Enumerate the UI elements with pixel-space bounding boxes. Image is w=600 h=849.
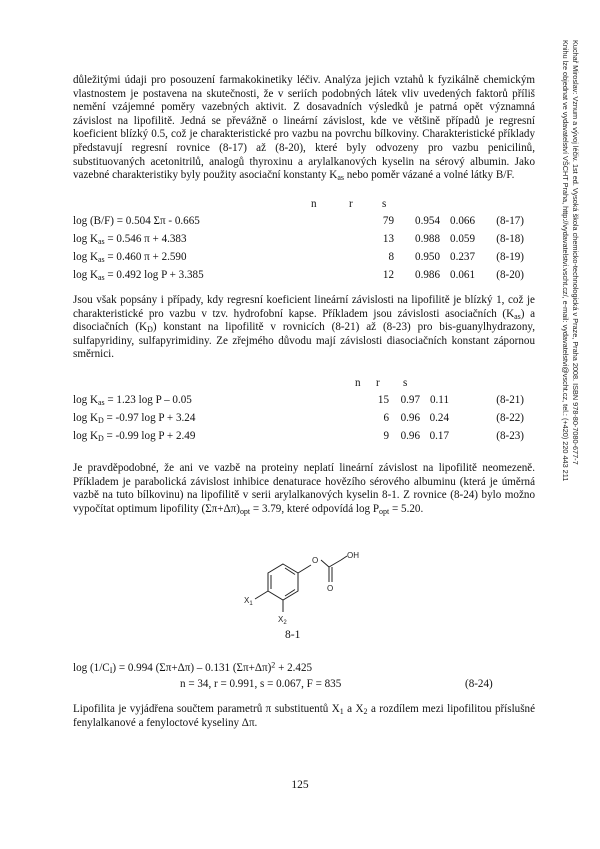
bond <box>298 565 311 573</box>
paragraph-4 <box>73 703 535 730</box>
equation-formula: $\log K_D = -0.97$ log P + 3.24 <box>73 412 196 425</box>
paragraph-text: = 3.79, které odpovídá log P <box>250 502 380 515</box>
equation-ref: (8-23) <box>496 430 524 442</box>
equation-row <box>73 394 535 408</box>
paragraph-text: ) a disociačních (K <box>73 307 535 334</box>
paragraph-text: Jsou však popsány i případy, kdy regresní koeficient lineární závislosti na lipofilitě je blízký 1, což je charakteristické pro vazbu v tzv. hydrofobní kapse. Příkladem jsou závislosti asociačních (K <box>73 294 535 320</box>
equation-formula: $\log (1/C_I) = 0.994$ (Σπ+Δπ) – 0.131 $(\Sigma\pi+\Delta\pi)^2 + 2.425$ <box>73 660 313 675</box>
equation-n: 13 <box>382 233 394 245</box>
subscript: 1 <box>339 706 344 716</box>
atom-x2: $X_2$ <box>278 615 287 626</box>
subscript: opt <box>239 506 251 516</box>
equation-n: 79 <box>382 215 394 227</box>
side-note-line-2: Knihu lze objednat ve vydavatelství VŠCHT Praha, http://vydavatelstvi.vscht.cz/, e-mail: vydavatelstvi@vscht.cz, tel.: (+420) 220 443 211 <box>561 40 570 482</box>
equation-formula: $\log K_{as} = 0.492$ log P + 3.385 <box>73 269 204 282</box>
paragraph-text: a rozdílem mezi lipofilitou příslušné fenylalkanové a fenyloctové kyseliny Δπ. <box>73 703 535 729</box>
page-number: 125 <box>291 779 309 791</box>
equation-r: 0.988 <box>415 233 440 245</box>
paragraph-text: Lipofilita je vyjádřena součtem parametrů π substituentů X <box>73 703 340 715</box>
subscript: as <box>337 173 344 183</box>
equation-8-24 <box>73 662 535 676</box>
equation-r: 0.96 <box>400 412 420 424</box>
benzene-ring <box>268 564 298 600</box>
atom-oxygen: O <box>312 556 319 565</box>
equation-r: 0.986 <box>415 269 440 281</box>
paragraph-text: důležitými údaji pro posouzení farmakokinetiky léčiv. Analýza jejich vztahů k fyzikálně chemickým vlastnostem je postavena na skutečnosti, že v seriích podobných látek vliv uvedených faktorů příliš nemění vzájemné poměry vazebných aktivit. Z dosavadních výsledků je patrná opět významná závislost na lipofilitě. Jedná se převážně o lineární závislost, kde ve většině případů je regresní koeficient blízký 0.5, což je charakteristické pro vazbu na povrchu bílkoviny. Charakteristické příklady představují regresní rovnice (8-17) až (8-20), které byly odvozeny pro vazbu penicilinů, substituovaných acetonitrilů, analogů thyroxinu a arylalkanových kyselin na sérový albumin. Jako vazebné charakteristiky byly použity asociační konstanty K <box>73 74 535 182</box>
paragraph-1 <box>73 74 535 183</box>
equation-ref: (8-19) <box>496 251 524 263</box>
equation-formula: log (B/F) = 0.504 Σπ - 0.665 <box>73 215 200 227</box>
side-note-line-1: Kuchař Miroslav: Vznum a vývoj léčiv. 1st ed. Vysoká škola chemicko-technologická v Praze, Praha 2008. ISBN 978-80-7080-677-7 <box>571 40 580 465</box>
paragraph-text: a X <box>343 703 364 715</box>
equation-s: 0.11 <box>429 394 449 406</box>
side-note <box>558 40 580 760</box>
equation-8-24-stats <box>73 678 535 692</box>
equation-s: 0.066 <box>450 215 475 227</box>
bond <box>329 560 341 567</box>
table2-header-r: r <box>376 377 380 389</box>
table2-header-s: s <box>403 377 408 389</box>
structure-8-1 <box>225 552 375 630</box>
atom-hydroxyl: OH <box>347 552 359 560</box>
equation-formula: $\log K_D = -0.99$ log P + 2.49 <box>73 430 196 443</box>
equation-s: 0.17 <box>429 430 449 442</box>
ring-double-bond <box>285 590 295 597</box>
subscript: 2 <box>363 706 368 716</box>
bond <box>321 560 329 567</box>
atom-carbonyl-oxygen: O <box>327 584 334 593</box>
equation-formula: $\log K_{as} = 0.460$ π + 2.590 <box>73 251 187 264</box>
structure-label: 8-1 <box>285 629 301 641</box>
paragraph-text: = 5.20. <box>389 502 424 515</box>
equation-stats: n = 34, r = 0.991, s = 0.067, F = 835 <box>180 678 342 690</box>
atom-x1: $X_1$ <box>244 596 253 607</box>
equation-row <box>73 215 535 229</box>
equation-r: 0.96 <box>400 430 420 442</box>
equation-ref: (8-22) <box>496 412 524 424</box>
subscript: D <box>147 325 153 335</box>
equation-formula: $\log K_{as} = 1.23$ log P – 0.05 <box>73 394 192 407</box>
paragraph-text: ) konstant na lipofilitě v rovnicích (8-21) až (8-23) pro bis-guanylhydrazony, sulfapyridiny, sulfapyrimidiny. Ze zřejmého důvodu mají závislosti diasociačních konstant zápornou směrnici. <box>73 321 535 361</box>
equation-ref: (8-18) <box>496 233 524 245</box>
subscript: as <box>514 311 521 321</box>
equation-row <box>73 412 535 426</box>
equation-n: 9 <box>383 430 389 442</box>
equation-ref: (8-17) <box>496 215 524 227</box>
table2-header-n: n <box>355 377 361 389</box>
equation-row <box>73 251 535 265</box>
table1-header-s: s <box>382 198 387 210</box>
table1-header-r: r <box>349 198 353 210</box>
equation-row <box>73 269 535 283</box>
equation-s: 0.061 <box>450 269 475 281</box>
paragraph-2 <box>73 294 535 362</box>
equation-s: 0.237 <box>450 251 475 263</box>
paragraph-text: Je pravděpodobné, že ani ve vazbě na proteiny neplatí lineární závislost na lipofilitě neomezeně. Příkladem je parabolická závislost inhibice denaturace hovězího sérového albuminu (která je úměrná vazbě na tuto bílkovinu) na lipofilitě v serii arylalkanových kyselin 8-1. Z rovnice (8-24) bylo možno vypočítat optimum lipofility (Σπ+Δπ) <box>73 462 535 515</box>
table1-header-n: n <box>311 198 317 210</box>
equation-ref: (8-24) <box>465 678 493 690</box>
ring-double-bond <box>285 568 295 575</box>
equation-r: 0.950 <box>415 251 440 263</box>
paragraph-text: nebo poměr vázané a volné látky B/F. <box>343 169 515 182</box>
subscript: opt <box>379 506 390 516</box>
equation-row <box>73 430 535 444</box>
equation-r: 0.97 <box>400 394 420 406</box>
equation-s: 0.059 <box>450 233 475 245</box>
equation-row <box>73 233 535 247</box>
equation-ref: (8-21) <box>496 394 524 406</box>
bond <box>255 591 268 599</box>
equation-ref: (8-20) <box>496 269 524 281</box>
equation-n: 8 <box>388 251 394 263</box>
equation-n: 6 <box>383 412 389 424</box>
equation-s: 0.24 <box>429 412 449 424</box>
equation-n: 15 <box>377 394 389 406</box>
equation-formula: $\log K_{as} = 0.546$ π + 4.383 <box>73 233 187 246</box>
equation-n: 12 <box>382 269 394 281</box>
equation-r: 0.954 <box>415 215 440 227</box>
paragraph-3 <box>73 462 535 516</box>
